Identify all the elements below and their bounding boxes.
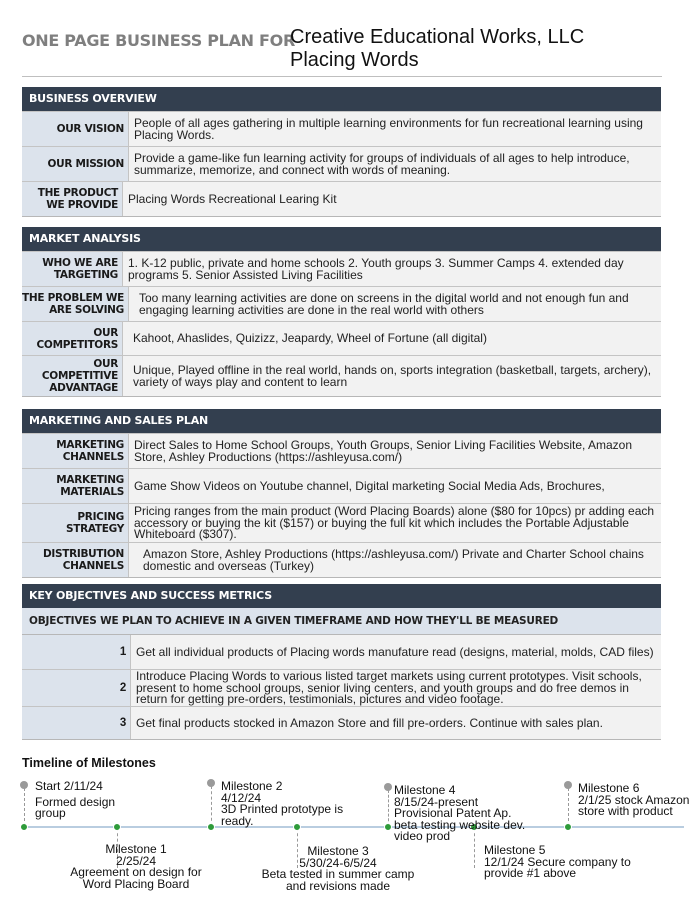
timeline-dot-milestone-2: [207, 823, 215, 831]
table-row: [22, 635, 661, 669]
row-value: Get final products stocked in Amazon Store and fill pre-orders. Continue with sales plan.: [131, 707, 661, 739]
row-value: Too many learning activities are done on screens in the digital world and not enough fun and engaging learning activities are done in the real world with others: [129, 287, 661, 321]
timeline-axis: [22, 826, 684, 828]
row-label: MARKETING MATERIALS: [22, 469, 129, 503]
row-label: OUR MISSION: [22, 147, 129, 181]
company-name: Creative Educational Works, LLC: [290, 26, 585, 48]
row-label: MARKETING CHANNELS: [22, 434, 129, 468]
row-value: Kahoot, Ahaslides, Quizizz, Jeapardy, Wheel of Fortune (all digital): [123, 322, 661, 355]
table-row: [22, 355, 661, 396]
table-row: [22, 433, 661, 468]
milestone-marker-icon: [207, 779, 215, 787]
milestone-4: Milestone 4 8/15/24-present Provisional Patent Ap. beta testing website dev. video prod: [394, 783, 526, 843]
table-row: [22, 321, 661, 355]
milestone-marker-icon: [564, 781, 572, 789]
row-value: Amazon Store, Ashley Productions (https://ashleyusa.com/) Private and Charter School chains domestic and overseas (Turkey): [129, 543, 661, 577]
milestone-tick: [211, 786, 212, 826]
section-heading: BUSINESS OVERVIEW: [22, 87, 661, 111]
table-row: [22, 503, 661, 542]
section-heading: KEY OBJECTIVES AND SUCCESS METRICS: [22, 584, 661, 608]
milestone-start: Start 2/11/24 Formed design group: [35, 779, 116, 820]
row-value: 1. K-12 public, private and home schools 2. Youth groups 3. Summer Camps 4. extended day programs 5. Senior Assisted Living Facilities: [123, 252, 661, 286]
objective-number: 1: [22, 635, 131, 669]
title-divider: [22, 76, 662, 77]
row-value: Game Show Videos on Youtube channel, Digital marketing Social Media Ads, Brochures,: [129, 469, 661, 503]
row-value: Direct Sales to Home School Groups, Youth Groups, Senior Living Facilities Website, Amazon Store, Ashley Productions (https://ashleyusa.com/): [129, 434, 661, 468]
timeline-dot-milestone-4: [384, 823, 392, 831]
table-row: [22, 181, 661, 216]
row-value: Pricing ranges from the main product (Word Placing Boards) alone ($80 for 10pcs) pr adding each accessory or buying the kit ($157) or buying the full kit which includes the Portable Adjustable Whiteboard ($307).: [129, 504, 661, 542]
table-row: [22, 146, 661, 181]
milestone-1: Milestone 1 2/25/24 Agreement on design for Word Placing Board: [70, 842, 202, 891]
table-row: [22, 111, 661, 146]
milestone-3: Milestone 3 5/30/24-6/5/24 Beta tested in summer camp and revisions made: [261, 844, 415, 893]
table-row: [22, 706, 661, 739]
milestone-tick: [388, 790, 389, 826]
table-row: [22, 286, 661, 321]
plan-title-prefix: ONE PAGE BUSINESS PLAN FOR: [22, 31, 295, 50]
milestone-6: Milestone 6 2/1/25 stock Amazon store with product: [578, 781, 690, 818]
timeline-dot-milestone-6: [564, 823, 572, 831]
row-value: Introduce Placing Words to various listed target markets using current prototypes. Visit schools, present to home school groups, senior living centers, and youth groups and do free demos in return for getting pre-orders, testimonials, pictures and video footage.: [131, 670, 661, 706]
row-value: Provide a game-like fun learning activity for groups of individuals of all ages to help introduce, summarize, memorize, and connect with words of meaning.: [129, 147, 661, 181]
objective-number: 2: [22, 670, 131, 706]
marketing-sales-section: [22, 409, 661, 578]
row-label: OUR COMPETITORS: [22, 322, 123, 355]
market-analysis-section: [22, 227, 661, 397]
row-value: Unique, Played offline in the real world, hands on, sports integration (basketball, targets, archery), variety of ways play and content to learn: [123, 356, 661, 396]
milestone-marker-icon: [20, 781, 28, 789]
objectives-section: [22, 584, 661, 740]
milestone-tick: [24, 788, 25, 826]
section-subheading: OBJECTIVES WE PLAN TO ACHIEVE IN A GIVEN TIMEFRAME AND HOW THEY'LL BE MEASURED: [22, 608, 661, 635]
row-label: OUR COMPETITIVE ADVANTAGE: [22, 356, 123, 396]
table-row: [22, 542, 661, 577]
table-row: [22, 669, 661, 706]
row-value: Placing Words Recreational Learing Kit: [123, 182, 661, 216]
row-label: WHO WE ARE TARGETING: [22, 252, 123, 286]
timeline-dot-milestone-1: [113, 823, 121, 831]
timeline-dot-start: [20, 823, 28, 831]
timeline-title: Timeline of Milestones: [22, 756, 156, 770]
milestone-marker-icon: [384, 783, 392, 791]
section-heading: MARKETING AND SALES PLAN: [22, 409, 661, 433]
milestone-tick: [568, 788, 569, 826]
section-heading: MARKET ANALYSIS: [22, 227, 661, 251]
table-row: [22, 468, 661, 503]
product-name: Placing Words: [290, 49, 419, 71]
row-label: PRICING STRATEGY: [22, 504, 129, 542]
milestone-5: Milestone 5 12/1/24 Secure company to provide #1 above: [484, 843, 631, 880]
row-label: THE PROBLEM WE ARE SOLVING: [22, 287, 129, 321]
row-value: Get all individual products of Placing words manufature read (designs, material, molds, CAD files): [131, 635, 661, 669]
row-label: DISTRIBUTION CHANNELS: [22, 543, 129, 577]
row-label: OUR VISION: [22, 112, 129, 146]
row-label: THE PRODUCT WE PROVIDE: [22, 182, 123, 216]
row-value: People of all ages gathering in multiple learning environments for fun recreational learning using Placing Words.: [129, 112, 661, 146]
objective-number: 3: [22, 707, 131, 739]
table-row: [22, 251, 661, 286]
milestone-2: Milestone 2 4/12/24 3D Printed prototype is ready.: [221, 779, 344, 828]
business-overview-section: [22, 87, 661, 217]
